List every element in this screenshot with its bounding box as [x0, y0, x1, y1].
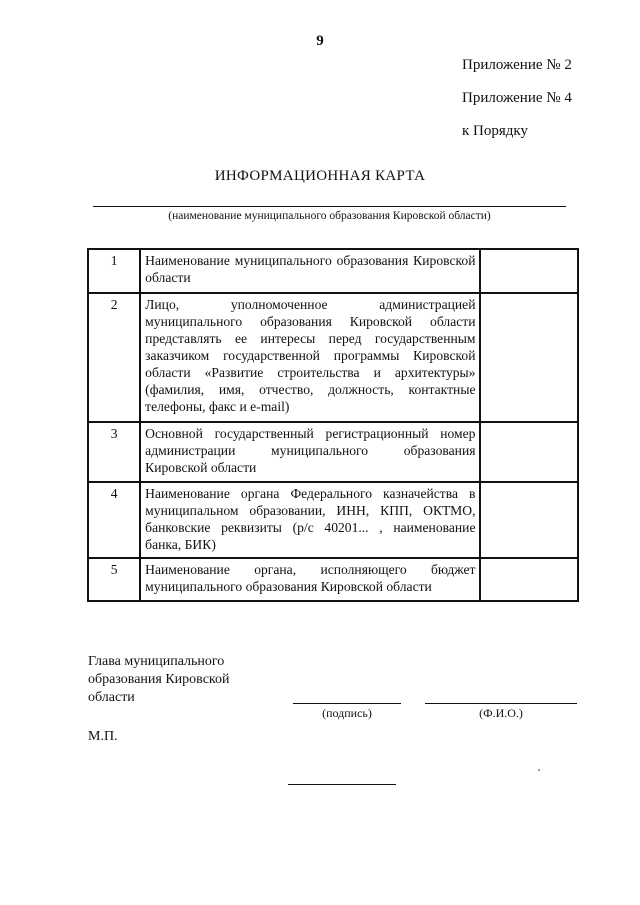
full-name-line [425, 703, 577, 704]
row-description: Наименование муниципального образования Кировской области [140, 249, 480, 293]
row-number: 3 [88, 422, 140, 482]
table-row [88, 422, 578, 482]
appendix-label-order: к Порядку [462, 123, 528, 139]
appendix-label-2: Приложение № 4 [462, 90, 572, 106]
document-title: ИНФОРМАЦИОННАЯ КАРТА [214, 168, 426, 184]
page-number: 9 [316, 33, 324, 49]
head-of-municipality-label [88, 653, 230, 707]
full-name-caption: (Ф.И.О.) [479, 706, 523, 720]
row-number: 2 [88, 293, 140, 422]
row-value-cell [480, 558, 578, 601]
table-row [88, 482, 578, 558]
information-table [87, 248, 579, 602]
head-label-line-3: области [88, 690, 135, 705]
municipality-name-caption: (наименование муниципального образования Кировской области) [168, 210, 491, 222]
row-number: 5 [88, 558, 140, 601]
head-label-line-1: Глава муниципального [88, 654, 225, 669]
appendix-label-1: Приложение № 2 [462, 57, 572, 73]
row-description: Наименование органа, исполняющего бюджет муниципального образования Кировской области [140, 558, 480, 601]
row-value-cell [480, 422, 578, 482]
table-row [88, 558, 578, 601]
scan-speck [538, 769, 540, 771]
stamp-place-label: М.П. [88, 729, 118, 744]
row-description: Основной государственный регистрационный номер администрации муниципального образования Кировской области [140, 422, 480, 482]
signature-caption: (подпись) [322, 706, 372, 720]
table-row [88, 249, 578, 293]
row-number: 1 [88, 249, 140, 293]
row-number: 4 [88, 482, 140, 558]
signature-line [293, 703, 401, 704]
head-label-line-2: образования Кировской [88, 672, 230, 687]
row-value-cell [480, 482, 578, 558]
municipality-name-line [93, 206, 566, 207]
row-description: Лицо, уполномоченное администрацией муниципального образования Кировской области представлять ее интересы перед государственным заказчиком государственной программы Кировской области «Развитие строительства и архитектуры» (фамилия, имя, отчество, должность, контактные телефоны, факс и e-mail) [140, 293, 480, 422]
row-value-cell [480, 293, 578, 422]
table-row [88, 293, 578, 422]
row-value-cell [480, 249, 578, 293]
row-description: Наименование органа Федерального казначейства в муниципальном образовании, ИНН, КПП, ОКТМО, банковские реквизиты (р/с 40201... , наименование банка, БИК) [140, 482, 480, 558]
closing-rule [288, 784, 396, 785]
